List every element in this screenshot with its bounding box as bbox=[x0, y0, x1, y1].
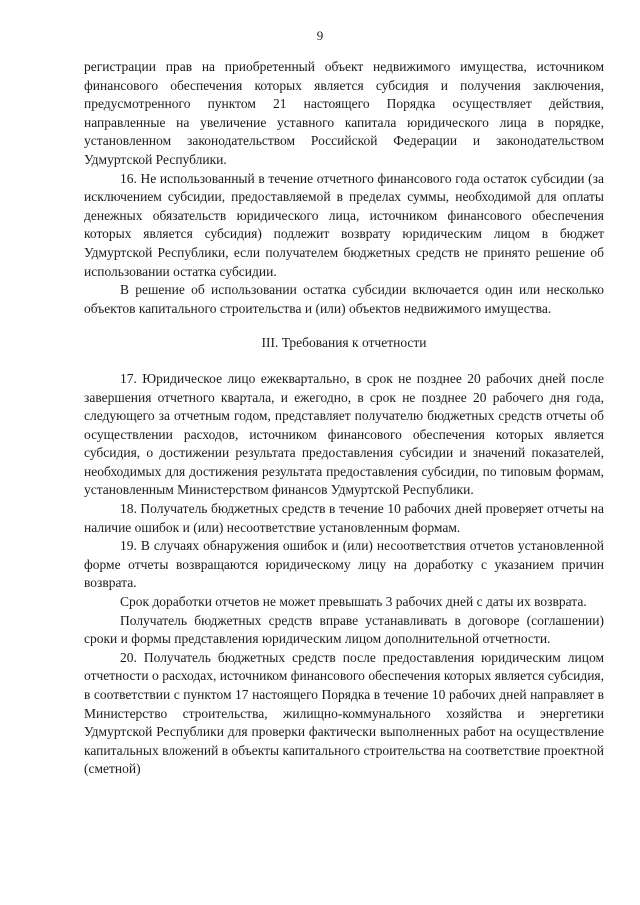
section-heading: III. Требования к отчетности bbox=[261, 335, 427, 351]
paragraph-19: 19. В случаях обнаружения ошибок и (или) несоответствия отчетов установленной форме отчеты возвращаются юридическому лицу на доработку с указанием причин возврата. bbox=[84, 538, 604, 591]
paragraph-18: 18. Получатель бюджетных средств в течение 10 рабочих дней проверяет отчеты на наличие ошибок и (или) несоответствие установленным формам. bbox=[84, 501, 604, 535]
paragraph-16: 16. Не использованный в течение отчетного финансового года остаток субсидии (за исключением субсидии, предоставляемой в пределах суммы, необходимой для оплаты денежных обязательств юридического лица, источником финансового обеспечения которых является субсидия) подлежит возврату юридическим лицом в бюджет Удмуртской Республики, если получателем бюджетных средств не принято решение об использовании остатка субсидии. bbox=[84, 170, 604, 279]
paragraph-20: 20. Получатель бюджетных средств после предоставления юридическим лицом отчетности о расходах, источником финансового обеспечения которых является субсидия, в соответствии с пунктом 17 настоящего Порядка в течение 10 рабочих дней направляет в Министерство строительства, жилищно-коммунального хозяйства и энергетики Удмуртской Республики для проверки фактически выполненных работ на осуществление капитальных вложений в объекты капитального строительства на соответствие проектной (сметной) bbox=[84, 649, 604, 777]
paragraph-continuation: регистрации прав на приобретенный объект недвижимого имущества, источником финансового обеспечения которых является субсидия и получения заключения, предусмотренного пунктом 21 настоящего Порядка осуществляет действия, направленные на увеличение уставного капитала юридического лица в порядке, установленном законодательством Российской Федерации и законодательством Удмуртской Республики. bbox=[84, 59, 604, 167]
document-body bbox=[84, 58, 604, 779]
paragraph-remainder-decision: В решение об использовании остатка субсидии включается один или несколько объектов капитального строительства и (или) объектов недвижимого имущества. bbox=[84, 282, 604, 316]
page-number: 9 bbox=[316, 28, 324, 43]
paragraph-revision-term: Срок доработки отчетов не может превышать 3 рабочих дней с даты их возврата. bbox=[120, 594, 587, 610]
paragraph-17: 17. Юридическое лицо ежеквартально, в срок не позднее 20 рабочих дней после завершения отчетного квартала, и ежегодно, в срок не позднее 20 рабочего дня года, следующего за отчетным годом, представляет получателю бюджетных средств отчеты об осуществлении расходов, источником финансового обеспечения которых является субсидия, о достижении результата предоставления субсидии и значений показателей, необходимых для достижения результата предоставления субсидии, по типовым формам, установленным Министерством финансов Удмуртской Республики. bbox=[84, 370, 604, 498]
paragraph-additional-reporting: Получатель бюджетных средств вправе устанавливать в договоре (соглашении) сроки и формы представления юридическим лицом дополнительной отчетности. bbox=[84, 612, 604, 647]
